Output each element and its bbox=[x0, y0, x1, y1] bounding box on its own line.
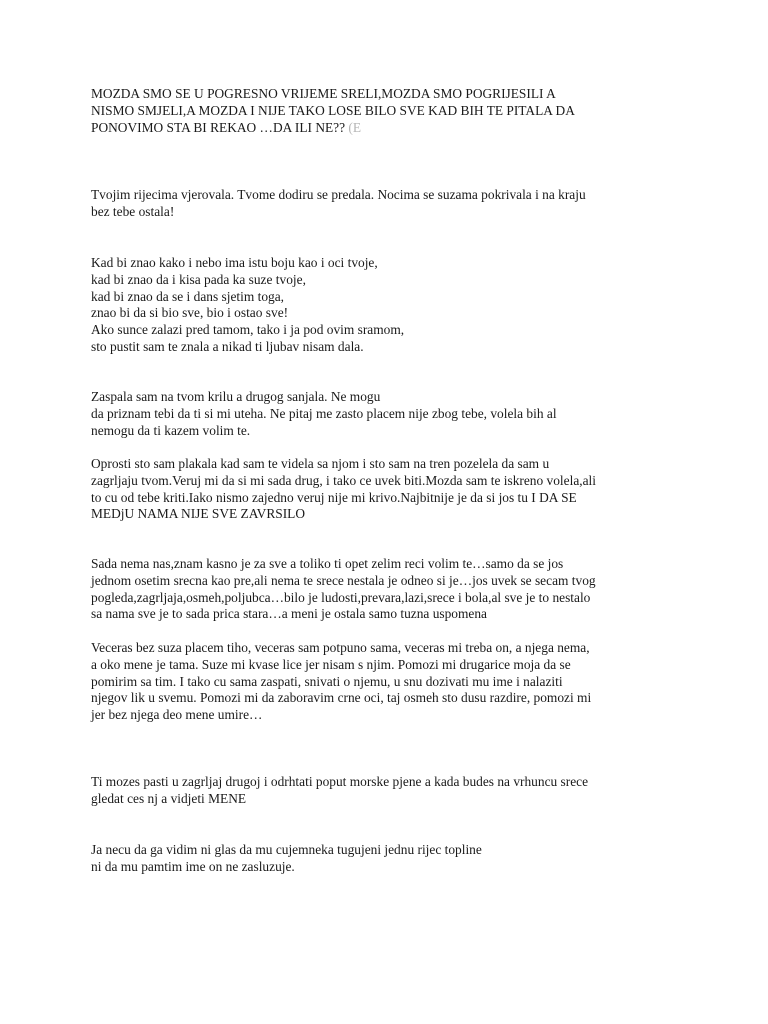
paragraph-line: ni da mu pamtim ime on ne zasluzuje. bbox=[91, 858, 295, 874]
title-faded-tail: (E bbox=[348, 119, 362, 135]
paragraph-line: sa nama sve je to sada prica stara…a meni je ostala samo tuzna uspomena bbox=[91, 606, 487, 622]
paragraph-line: Veceras bez suza placem tiho, veceras sam potpuno sama, veceras mi treba on, a njega nema, bbox=[91, 640, 590, 655]
document-title bbox=[91, 86, 691, 136]
paragraph-line: MEDjU NAMA NIJE SVE ZAVRSILO bbox=[91, 506, 306, 522]
paragraph-line: nemogu da ti kazem volim te. bbox=[91, 422, 251, 438]
paragraph bbox=[91, 255, 691, 356]
title-line-text: PONOVIMO STA BI REKAO …DA ILI NE?? bbox=[91, 119, 349, 135]
paragraph bbox=[91, 389, 691, 439]
paragraph bbox=[91, 187, 691, 221]
paragraph-line: njegov lik u svemu. Pomozi mi da zaboravim crne oci, taj osmeh sto dusu razdire, pomozi mi bbox=[91, 690, 592, 706]
paragraph-line: Ako sunce zalazi pred tamom, tako i ja pod ovim sramom, bbox=[91, 322, 405, 338]
paragraph-line: bez tebe ostala! bbox=[91, 203, 175, 219]
paragraph-line: Ti mozes pasti u zagrljaj drugoj i odrhtati poput morske pjene a kada budes na vrhuncu srece bbox=[91, 774, 589, 789]
paragraph-line: znao bi da si bio sve, bio i ostao sve! bbox=[91, 305, 289, 321]
paragraph bbox=[91, 456, 691, 523]
paragraph bbox=[91, 842, 691, 876]
paragraph-line: jer bez njega deo mene umire… bbox=[91, 707, 263, 723]
paragraph-line: zagrljaju tvom.Veruj mi da si mi sada drug, i tako ce uvek biti.Mozda sam te iskreno volela,ali bbox=[91, 472, 596, 488]
paragraph bbox=[91, 640, 691, 724]
paragraph-line: jednom osetim srecna kao pre,ali nema te srece nestala je odneo si je…jos uvek se secam tvog bbox=[91, 572, 596, 588]
title-line: MOZDA SMO SE U POGRESNO VRIJEME SRELI,MOZDA SMO POGRIJESILI A bbox=[91, 86, 556, 101]
paragraph-line: pogleda,zagrljaja,osmeh,poljubca…bilo je ludosti,prevara,lazi,srece i bola,al sve je to nestalo bbox=[91, 589, 591, 605]
paragraph-line: Sada nema nas,znam kasno je za sve a toliko ti opet zelim reci volim te…samo da se jos bbox=[91, 556, 564, 571]
paragraph-line: Kad bi znao kako i nebo ima istu boju kao i oci tvoje, bbox=[91, 255, 378, 270]
paragraph-line: sto pustit sam te znala a nikad ti ljubav nisam dala. bbox=[91, 338, 364, 354]
paragraph-line: a oko mene je tama. Suze mi kvase lice jer nisam s njim. Pomozi mi drugarice moja da se bbox=[91, 656, 571, 672]
paragraph-line: da priznam tebi da ti si mi uteha. Ne pitaj me zasto placem nije zbog tebe, volela bih al bbox=[91, 405, 557, 421]
paragraph-line: gledat ces nj a vidjeti MENE bbox=[91, 790, 247, 806]
paragraph bbox=[91, 774, 691, 808]
paragraph-line: Zaspala sam na tvom krilu a drugog sanjala. Ne mogu bbox=[91, 389, 381, 404]
paragraph-line: pomirim sa tim. I tako cu sama zaspati, snivati o njemu, u snu dozivati mu ime i nalaziti bbox=[91, 673, 563, 689]
title-line: NISMO SMJELI,A MOZDA I NIJE TAKO LOSE BILO SVE KAD BIH TE PITALA DA bbox=[91, 102, 575, 118]
paragraph-line: kad bi znao da se i dans sjetim toga, bbox=[91, 288, 285, 304]
title-line bbox=[91, 120, 691, 137]
paragraph-line: Tvojim rijecima vjerovala. Tvome dodiru se predala. Nocima se suzama pokrivala i na kraju bbox=[91, 187, 586, 202]
paragraph bbox=[91, 556, 691, 623]
paragraph-line: kad bi znao da i kisa pada ka suze tvoje, bbox=[91, 271, 306, 287]
paragraph-line: to cu od tebe kriti.Iako nismo zajedno veruj nije mi krivo.Najbitnije je da si jos tu I DA SE bbox=[91, 489, 577, 505]
paragraph-line: Ja necu da ga vidim ni glas da mu cujemneka tugujeni jednu rijec topline bbox=[91, 842, 482, 857]
paragraph-line: Oprosti sto sam plakala kad sam te videla sa njom i sto sam na tren pozelela da sam u bbox=[91, 456, 550, 471]
